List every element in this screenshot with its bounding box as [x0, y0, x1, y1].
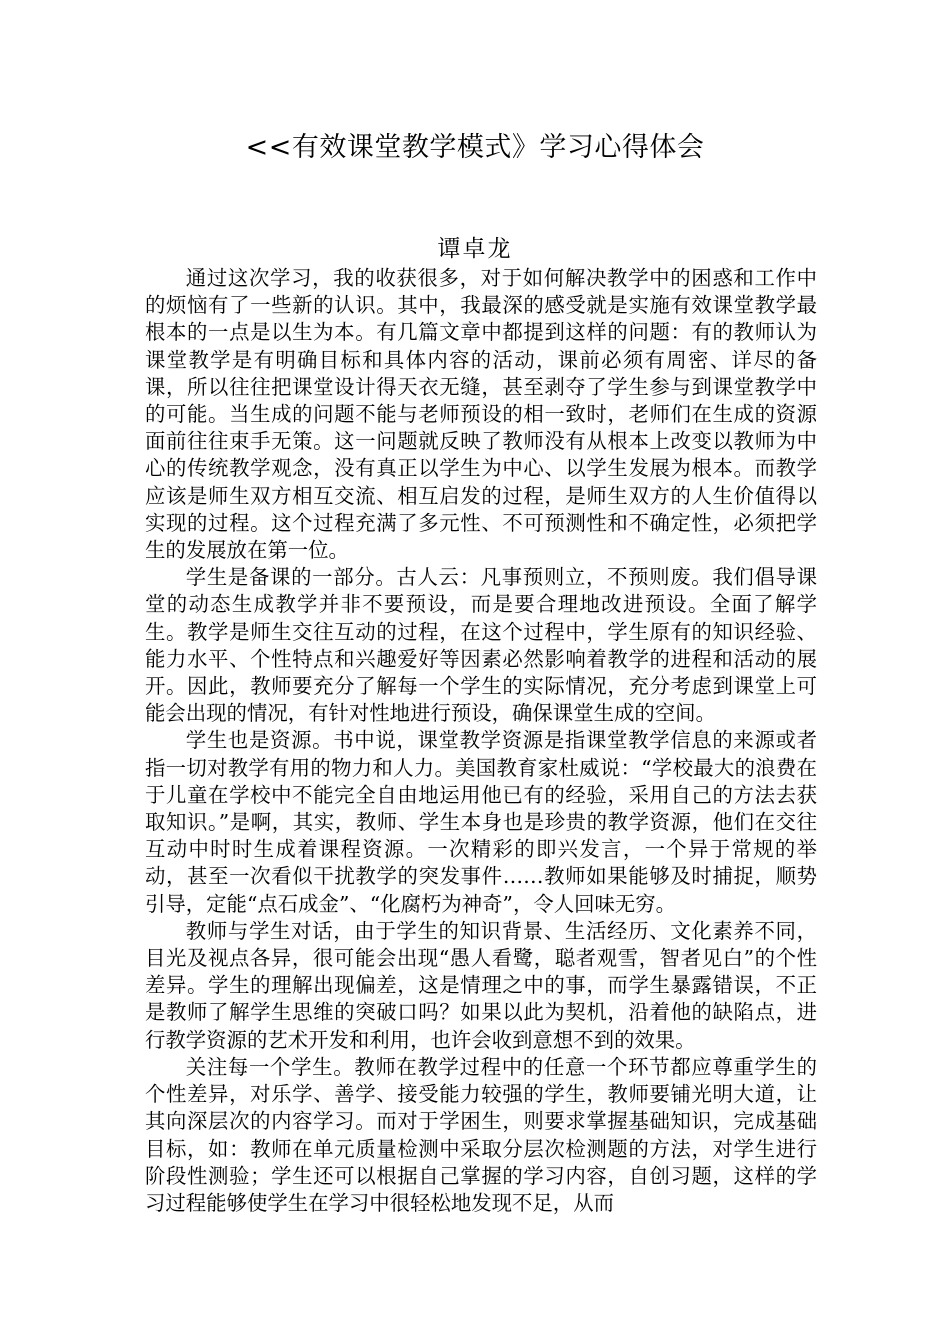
document-body	[145, 265, 817, 1217]
paragraph-2: 学生是备课的一部分。古人云：凡事预则立，不预则废。我们倡导课堂的动态生成教学并非不要预设，而是要合理地改进预设。全面了解学生。教学是师生交往互动的过程，在这个过程中，学生原有的知识经验、能力水平、个性特点和兴趣爱好等因素必然影响着教学的进程和活动的展开。因此，教师要充分了解每一个学生的实际情况，充分考虑到课堂上可能会出现的情况，有针对性地进行预设，确保课堂生成的空间。	[145, 565, 817, 726]
paragraph-3: 学生也是资源。书中说，课堂教学资源是指课堂教学信息的来源或者指一切对教学有用的物力和人力。美国教育家杜威说：“学校最大的浪费在于儿童在学校中不能完全自由地运用他已有的经验，采用自己的方法去获取知识。”是啊，其实，教师、学生本身也是珍贵的教学资源，他们在交往互动中时时生成着课程资源。一次精彩的即兴发言，一个异于常规的举动，甚至一次看似干扰教学的突发事件……教师如果能够及时捕捉，顺势引导，定能“点石成金”、“化腐朽为神奇”，令人回味无穷。	[145, 728, 817, 916]
paragraph-5: 关注每一个学生。教师在教学过程中的任意一个环节都应尊重学生的个性差异，对乐学、善学、接受能力较强的学生，教师要铺光明大道，让其向深层次的内容学习。而对于学困生，则要求掌握基础知识，完成基础目标，如：教师在单元质量检测中采取分层次检测题的方法，对学生进行阶段性测验；学生还可以根据自己掌握的学习内容，自创习题，这样的学习过程能够使学生在学习中很轻松地发现不足，从而	[145, 1054, 817, 1215]
document-title: <<有效课堂教学模式》学习心得体会	[245, 132, 705, 163]
paragraph-1: 通过这次学习，我的收获很多，对于如何解决教学中的困惑和工作中的烦恼有了一些新的认识。其中，我最深的感受就是实施有效课堂教学最根本的一点是以生为本。有几篇文章中都提到这样的问题：有的教师认为课堂教学是有明确目标和具体内容的活动，课前必须有周密、详尽的备课，所以往往把课堂设计得天衣无缝，甚至剥夺了学生参与到课堂教学中的可能。当生成的问题不能与老师预设的相一致时，老师们在生成的资源面前往往束手无策。这一问题就反映了教师没有从根本上改变以教师为中心的传统教学观念，没有真正以学生为中心、以学生发展为根本。而教学应该是师生双方相互交流、相互启发的过程，是师生双方的人生价值得以实现的过程。这个过程充满了多元性、不可预测性和不确定性，必须把学生的发展放在第一位。	[145, 266, 817, 563]
document-author: 谭卓龙	[437, 236, 513, 262]
paragraph-4: 教师与学生对话，由于学生的知识背景、生活经历、文化素养不同，目光及视点各异，很可能会出现“愚人看鹭，聪者观雪，智者见白”的个性差异。学生的理解出现偏差，这是情理之中的事，而学生暴露错误，不正是教师了解学生思维的突破口吗？如果以此为契机，沿着他的缺陷点，进行教学资源的艺术开发和利用，也许会收到意想不到的效果。	[145, 918, 817, 1052]
